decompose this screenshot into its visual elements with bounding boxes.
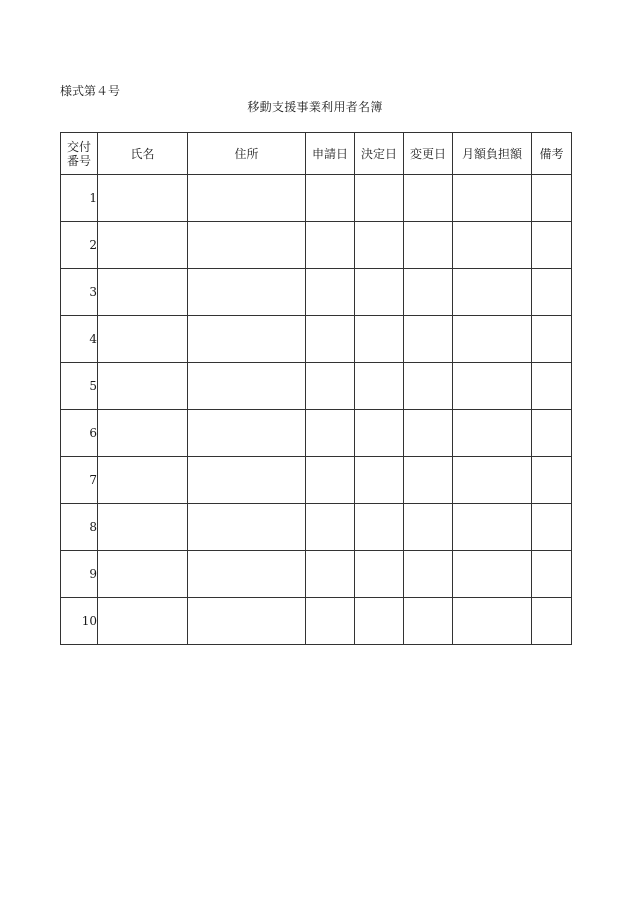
cell-address[interactable] (188, 504, 306, 551)
cell-decision-date[interactable] (355, 175, 404, 222)
table-header-row (61, 133, 572, 175)
header-decision-date: 決定日 (355, 133, 404, 175)
cell-issue-number: 6 (61, 410, 98, 457)
cell-monthly-burden[interactable] (453, 222, 532, 269)
cell-address[interactable] (188, 410, 306, 457)
cell-monthly-burden[interactable] (453, 457, 532, 504)
header-address: 住所 (188, 133, 306, 175)
cell-application-date[interactable] (306, 410, 355, 457)
cell-remarks[interactable] (532, 363, 572, 410)
cell-application-date[interactable] (306, 269, 355, 316)
cell-application-date[interactable] (306, 363, 355, 410)
cell-name[interactable] (98, 316, 188, 363)
cell-change-date[interactable] (404, 457, 453, 504)
cell-remarks[interactable] (532, 269, 572, 316)
cell-change-date[interactable] (404, 175, 453, 222)
cell-decision-date[interactable] (355, 598, 404, 645)
table-body (61, 175, 572, 645)
cell-change-date[interactable] (404, 269, 453, 316)
table-row (61, 457, 572, 504)
cell-address[interactable] (188, 598, 306, 645)
cell-address[interactable] (188, 551, 306, 598)
cell-decision-date[interactable] (355, 222, 404, 269)
table-row (61, 316, 572, 363)
header-monthly-burden: 月額負担額 (453, 133, 532, 175)
document-title: 移動支援事業利用者名簿 (247, 100, 383, 114)
cell-address[interactable] (188, 222, 306, 269)
table-row (61, 551, 572, 598)
cell-monthly-burden[interactable] (453, 598, 532, 645)
cell-address[interactable] (188, 175, 306, 222)
cell-remarks[interactable] (532, 457, 572, 504)
cell-address[interactable] (188, 457, 306, 504)
cell-monthly-burden[interactable] (453, 551, 532, 598)
user-register-table (60, 132, 572, 645)
table-row (61, 222, 572, 269)
cell-decision-date[interactable] (355, 316, 404, 363)
cell-remarks[interactable] (532, 504, 572, 551)
cell-decision-date[interactable] (355, 457, 404, 504)
cell-application-date[interactable] (306, 504, 355, 551)
header-name: 氏名 (98, 133, 188, 175)
form-number: 様式第４号 (60, 84, 121, 98)
cell-change-date[interactable] (404, 363, 453, 410)
table-row (61, 410, 572, 457)
cell-monthly-burden[interactable] (453, 269, 532, 316)
cell-decision-date[interactable] (355, 551, 404, 598)
cell-change-date[interactable] (404, 316, 453, 363)
cell-monthly-burden[interactable] (453, 410, 532, 457)
cell-remarks[interactable] (532, 410, 572, 457)
cell-application-date[interactable] (306, 175, 355, 222)
table-row (61, 175, 572, 222)
header-issue-number (61, 133, 98, 175)
cell-name[interactable] (98, 598, 188, 645)
header-change-date: 変更日 (404, 133, 453, 175)
cell-decision-date[interactable] (355, 363, 404, 410)
table-row (61, 363, 572, 410)
cell-issue-number: 4 (61, 316, 98, 363)
table-row (61, 504, 572, 551)
cell-issue-number: 3 (61, 269, 98, 316)
header-remarks: 備考 (532, 133, 572, 175)
cell-issue-number: 5 (61, 363, 98, 410)
cell-remarks[interactable] (532, 551, 572, 598)
cell-monthly-burden[interactable] (453, 316, 532, 363)
cell-decision-date[interactable] (355, 504, 404, 551)
cell-change-date[interactable] (404, 504, 453, 551)
cell-application-date[interactable] (306, 457, 355, 504)
cell-name[interactable] (98, 457, 188, 504)
cell-change-date[interactable] (404, 598, 453, 645)
cell-issue-number: 8 (61, 504, 98, 551)
cell-remarks[interactable] (532, 316, 572, 363)
cell-change-date[interactable] (404, 410, 453, 457)
header-application-date: 申請日 (306, 133, 355, 175)
cell-name[interactable] (98, 175, 188, 222)
cell-name[interactable] (98, 222, 188, 269)
cell-remarks[interactable] (532, 175, 572, 222)
cell-change-date[interactable] (404, 222, 453, 269)
cell-issue-number: 2 (61, 222, 98, 269)
table-row (61, 269, 572, 316)
cell-issue-number: 7 (61, 457, 98, 504)
cell-name[interactable] (98, 269, 188, 316)
cell-issue-number: 10 (61, 598, 98, 645)
cell-address[interactable] (188, 316, 306, 363)
cell-decision-date[interactable] (355, 410, 404, 457)
cell-application-date[interactable] (306, 316, 355, 363)
cell-issue-number: 1 (61, 175, 98, 222)
cell-application-date[interactable] (306, 598, 355, 645)
cell-monthly-burden[interactable] (453, 363, 532, 410)
header-issue-number-line1: 交付 (66, 139, 91, 154)
cell-address[interactable] (188, 269, 306, 316)
cell-monthly-burden[interactable] (453, 504, 532, 551)
cell-remarks[interactable] (532, 222, 572, 269)
cell-name[interactable] (98, 363, 188, 410)
cell-name[interactable] (98, 410, 188, 457)
table-row (61, 598, 572, 645)
cell-application-date[interactable] (306, 551, 355, 598)
cell-name[interactable] (98, 504, 188, 551)
cell-remarks[interactable] (532, 598, 572, 645)
cell-name[interactable] (98, 551, 188, 598)
cell-address[interactable] (188, 363, 306, 410)
cell-issue-number: 9 (61, 551, 98, 598)
cell-application-date[interactable] (306, 222, 355, 269)
header-issue-number-line2: 番号 (66, 153, 91, 168)
cell-change-date[interactable] (404, 551, 453, 598)
cell-decision-date[interactable] (355, 269, 404, 316)
cell-monthly-burden[interactable] (453, 175, 532, 222)
